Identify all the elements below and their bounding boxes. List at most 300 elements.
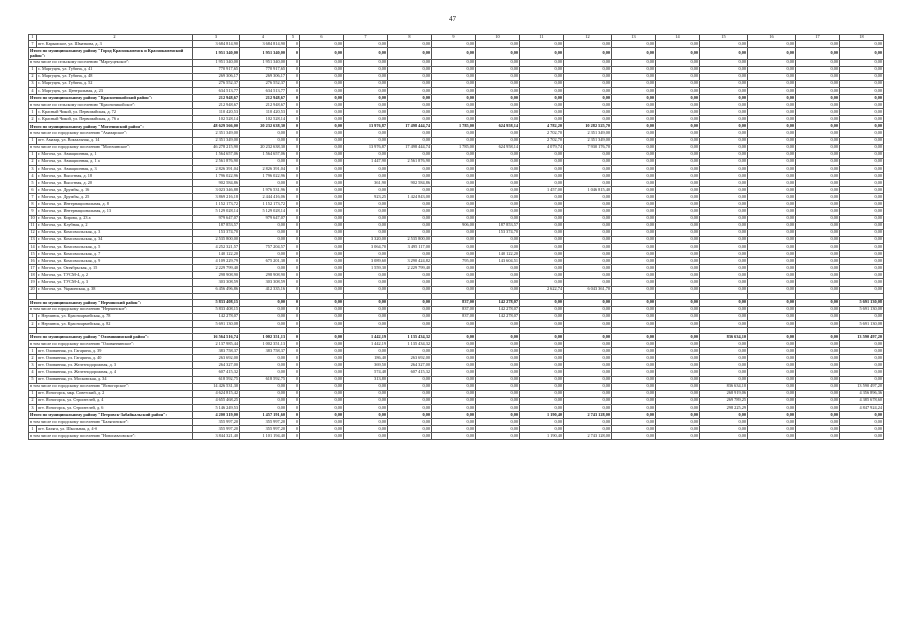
value-cell: 0,00 [388, 87, 432, 94]
value-cell: 0,00 [656, 279, 700, 286]
value-cell: 0,00 [700, 426, 748, 433]
value-cell: 0,00 [656, 369, 700, 376]
value-cell: 0,00 [240, 404, 287, 411]
value-cell: 0,00 [656, 426, 700, 433]
row-number: 20 [30, 286, 35, 292]
subtotal-row [29, 341, 884, 348]
table-row [29, 369, 884, 376]
row-number: 7 [29, 194, 37, 201]
value-cell: 0,00 [796, 94, 840, 101]
value-cell: 0,00 [476, 362, 520, 369]
row-number: 7 [29, 41, 37, 48]
value-cell: 0,00 [840, 165, 884, 172]
value-cell: 0,00 [748, 48, 796, 59]
value-cell: 0,00 [796, 433, 840, 440]
value-cell: 0,00 [564, 306, 612, 313]
value-cell: 0,00 [564, 229, 612, 236]
value-cell: 0,00 [796, 66, 840, 73]
value-cell: 1 951 340,00 [193, 48, 240, 59]
value-cell: 142 278,07 [476, 299, 520, 306]
value-cell: 0,00 [840, 279, 884, 286]
row-number: 17 [30, 264, 35, 270]
value-cell: 0,00 [612, 66, 656, 73]
value-cell: 0 [287, 102, 300, 109]
value-cell: 0,00 [520, 258, 564, 265]
value-cell: 1 152 173,72 [240, 201, 287, 208]
value-cell: 0,00 [656, 187, 700, 194]
column-number: 5 [287, 35, 300, 41]
value-cell: 0,00 [520, 94, 564, 101]
value-cell: 0,00 [300, 187, 344, 194]
value-cell: 0,00 [300, 390, 344, 397]
value-cell: 0,00 [344, 286, 388, 293]
address-cell: пгт. Ясногорск, ул. Строителей, д. 4 [37, 397, 193, 404]
value-cell: 0,00 [388, 397, 432, 404]
value-cell: 0,00 [700, 180, 748, 187]
value-cell: 0,00 [344, 173, 388, 180]
value-cell: 0,00 [700, 313, 748, 320]
value-cell: 0,00 [344, 116, 388, 123]
value-cell: 0,00 [520, 306, 564, 313]
value-cell: 0,00 [300, 137, 344, 144]
value-cell: 0,00 [564, 419, 612, 426]
value-cell: 0,00 [520, 362, 564, 369]
subtotal-row [29, 59, 884, 66]
value-cell: 0,00 [700, 412, 748, 419]
value-cell: 0 [287, 258, 300, 265]
value-cell: 6 456 496,86 [193, 286, 240, 293]
value-cell: 0 [287, 236, 300, 243]
value-cell: 0,00 [476, 187, 520, 194]
value-cell: 0,00 [656, 320, 700, 327]
value-cell: 0 [287, 355, 300, 362]
value-cell: 0 [287, 251, 300, 258]
value-cell: 0,00 [656, 165, 700, 172]
value-cell: 0,00 [748, 137, 796, 144]
value-cell: 0,00 [476, 390, 520, 397]
table-row [29, 187, 884, 194]
value-cell: 0,00 [240, 313, 287, 320]
value-cell: 0,00 [612, 194, 656, 201]
column-number: 3 [193, 35, 240, 41]
value-cell: 0,00 [432, 320, 476, 327]
value-cell: 0,00 [700, 208, 748, 215]
value-cell: 0,00 [840, 426, 884, 433]
value-cell: 0,00 [840, 369, 884, 376]
value-cell: 0,00 [432, 173, 476, 180]
value-cell: 0,00 [796, 173, 840, 180]
value-cell: 0,00 [240, 236, 287, 243]
value-cell: 0,00 [432, 419, 476, 426]
value-cell: 2 351 349,00 [193, 130, 240, 137]
value-cell: 0,00 [344, 130, 388, 137]
row-number: 10 [30, 215, 35, 221]
column-number: 2 [37, 35, 193, 41]
value-cell: 0,00 [388, 306, 432, 313]
address-cell: в том числе по городскому поселению "Оловяннинское": [29, 341, 193, 348]
value-cell: 0,00 [612, 286, 656, 293]
value-cell: 0,00 [300, 433, 344, 440]
table-row [29, 87, 884, 94]
budget-table [28, 34, 883, 440]
value-cell: 0,00 [564, 158, 612, 165]
value-cell: 0,00 [300, 66, 344, 73]
value-cell: 13 590 497,20 [840, 333, 884, 340]
value-cell: 0,00 [796, 236, 840, 243]
value-cell: 0,00 [564, 94, 612, 101]
value-cell: 0,00 [344, 222, 388, 229]
table-row [29, 208, 884, 215]
value-cell: 0,00 [748, 173, 796, 180]
value-cell: 979 647,07 [240, 215, 287, 222]
address-cell: г. Нерчинск, ул. Красноармейская, д. 78 [37, 313, 193, 320]
value-cell: 0,00 [656, 265, 700, 272]
value-cell: 0 [287, 151, 300, 158]
address-cell: в том числе по городскому поселению "Амазарское": [29, 130, 193, 137]
address-cell: пгт. Ясногорск, ул. Строителей, д. 6 [37, 404, 193, 411]
address-cell: с. Маргуцек, ул. Центральная, д. 23 [37, 87, 193, 94]
value-cell: 4 356 896,36 [840, 390, 884, 397]
address-cell: с. Маргуцек, ул. Губина, д. 48 [37, 73, 193, 80]
value-cell: 0,00 [432, 348, 476, 355]
value-cell: 0,00 [300, 404, 344, 411]
address-cell: с. Маргуцек, ул. Губина, д. 41 [37, 66, 193, 73]
value-cell: 0,00 [840, 341, 884, 348]
value-cell: 0,00 [748, 333, 796, 340]
value-cell: 0 [287, 116, 300, 123]
value-cell: 1 796 022,96 [240, 173, 287, 180]
value-cell: 3 064,70 [344, 243, 388, 250]
value-cell: 0,00 [840, 208, 884, 215]
value-cell: 0,00 [476, 397, 520, 404]
value-cell: 837,00 [432, 299, 476, 306]
value-cell: 0,00 [656, 299, 700, 306]
value-cell: 0,00 [612, 137, 656, 144]
value-cell: 0,00 [840, 215, 884, 222]
value-cell: 0 [287, 279, 300, 286]
row-number: 15 [30, 250, 35, 256]
value-cell: 0,00 [564, 215, 612, 222]
value-cell: 0,00 [612, 299, 656, 306]
value-cell: 0,00 [564, 165, 612, 172]
value-cell: 0,00 [840, 144, 884, 151]
value-cell: 269 306,17 [240, 73, 287, 80]
value-cell: 153 374,70 [193, 229, 240, 236]
value-cell: 263 692,00 [193, 355, 240, 362]
value-cell: 0,00 [748, 313, 796, 320]
value-cell: 0 [287, 130, 300, 137]
value-cell: 0,00 [388, 173, 432, 180]
value-cell: 0,00 [748, 265, 796, 272]
value-cell: 0,00 [748, 94, 796, 101]
value-cell: 0,00 [388, 215, 432, 222]
value-cell: 3 290 424,82 [388, 258, 432, 265]
value-cell: 902 584,86 [193, 180, 240, 187]
value-cell: 0,00 [388, 390, 432, 397]
value-cell: 1 002 351,13 [240, 341, 287, 348]
value-cell: 0 [287, 341, 300, 348]
value-cell: 0,00 [612, 236, 656, 243]
value-cell: 0,00 [564, 341, 612, 348]
value-cell: 0,00 [300, 94, 344, 101]
value-cell: 4 782,20 [520, 123, 564, 130]
value-cell: 0,00 [612, 265, 656, 272]
value-cell: 0,00 [432, 165, 476, 172]
value-cell: 0,00 [700, 48, 748, 59]
value-cell: 0,00 [300, 215, 344, 222]
value-cell: 0,00 [476, 66, 520, 73]
value-cell: 0,00 [612, 158, 656, 165]
table-row [29, 265, 884, 272]
value-cell: 0,00 [476, 412, 520, 419]
value-cell: 0,00 [476, 151, 520, 158]
value-cell: 0,00 [656, 130, 700, 137]
value-cell: 1 457,00 [520, 187, 564, 194]
value-cell: 0,00 [300, 73, 344, 80]
value-cell: 0,00 [344, 348, 388, 355]
table-row [29, 194, 884, 201]
value-cell: 0,00 [300, 362, 344, 369]
row-number: 1 [29, 137, 37, 144]
value-cell: 607 415,32 [388, 369, 432, 376]
value-cell: 0,00 [476, 208, 520, 215]
value-cell: 0,00 [840, 272, 884, 279]
value-cell: 0,00 [432, 412, 476, 419]
table-row [29, 279, 884, 286]
value-cell: 0 [287, 306, 300, 313]
value-cell: 0,00 [748, 158, 796, 165]
value-cell: 0,00 [656, 41, 700, 48]
value-cell: 13 590 497,20 [840, 383, 884, 390]
value-cell: 0,00 [700, 109, 748, 116]
value-cell: 0,00 [240, 222, 287, 229]
value-cell: 757 204,57 [240, 243, 287, 250]
column-number: 17 [796, 35, 840, 41]
value-cell: 0,00 [748, 109, 796, 116]
value-cell: 0,00 [388, 102, 432, 109]
value-cell: 0,00 [476, 80, 520, 87]
value-cell: 0,00 [612, 251, 656, 258]
value-cell: 0,00 [476, 41, 520, 48]
value-cell: 0,00 [344, 229, 388, 236]
address-cell: г. Могоча, ул. Комсомольская, д. 7 [37, 251, 193, 258]
value-cell: 0 [287, 243, 300, 250]
value-cell: 0,00 [300, 243, 344, 250]
address-cell: г. Могоча, ул. Дружбы, д. 25 [37, 194, 193, 201]
value-cell: 0,00 [388, 299, 432, 306]
value-cell: 0,00 [432, 151, 476, 158]
row-number: 4 [29, 87, 37, 94]
value-cell: 0,00 [476, 433, 520, 440]
value-cell: 0,00 [240, 320, 287, 327]
value-cell: 0,00 [612, 102, 656, 109]
value-cell: 1 447,90 [344, 158, 388, 165]
value-cell: 0,00 [476, 265, 520, 272]
value-cell: 4 385 678,60 [840, 397, 884, 404]
value-cell: 0,00 [612, 383, 656, 390]
value-cell: 0,00 [520, 201, 564, 208]
value-cell: 0,00 [344, 397, 388, 404]
column-number: 14 [656, 35, 700, 41]
value-cell: 0,00 [476, 158, 520, 165]
value-cell: 212 948,67 [193, 94, 240, 101]
value-cell: 3 023 346,88 [193, 187, 240, 194]
value-cell: 0,00 [476, 404, 520, 411]
value-cell: 0 [287, 59, 300, 66]
value-cell: 1 559,30 [344, 265, 388, 272]
value-cell: 0,00 [796, 130, 840, 137]
row-number: 3 [29, 404, 37, 411]
value-cell: 0,00 [748, 187, 796, 194]
value-cell: 0,00 [796, 243, 840, 250]
value-cell: 0,00 [388, 208, 432, 215]
value-cell: 770 917,65 [240, 66, 287, 73]
value-cell: 0,00 [564, 151, 612, 158]
value-cell: 0 [287, 404, 300, 411]
value-cell: 0,00 [300, 341, 344, 348]
value-cell: 0,00 [432, 180, 476, 187]
value-cell: 0,00 [476, 243, 520, 250]
value-cell: 0,00 [748, 412, 796, 419]
value-cell: 836 634,10 [700, 333, 748, 340]
table-row [29, 80, 884, 87]
value-cell: 0,00 [432, 208, 476, 215]
value-cell: 0,00 [656, 313, 700, 320]
value-cell: 0,00 [748, 426, 796, 433]
value-cell: 0,00 [700, 306, 748, 313]
value-cell: 0,00 [476, 215, 520, 222]
value-cell: 0,00 [748, 208, 796, 215]
value-cell: 0,00 [432, 341, 476, 348]
value-cell: 0,00 [656, 229, 700, 236]
value-cell: 0,00 [388, 80, 432, 87]
address-cell: г. Могоча, ул. ТУСМ-4, д. 3 [37, 279, 193, 286]
value-cell: 5 129 028,14 [193, 208, 240, 215]
value-cell: 0,00 [748, 369, 796, 376]
value-cell: 0,00 [612, 404, 656, 411]
value-cell: 0,00 [840, 243, 884, 250]
value-cell: 0,00 [520, 251, 564, 258]
value-cell: 0,00 [520, 376, 564, 383]
value-cell: 0,00 [520, 48, 564, 59]
value-cell: 1 135 434,32 [388, 341, 432, 348]
value-cell: 0,00 [520, 87, 564, 94]
value-cell: 0,00 [564, 59, 612, 66]
value-cell: 0,00 [840, 41, 884, 48]
row-number: 14 [30, 243, 35, 249]
value-cell: 0,00 [748, 306, 796, 313]
value-cell: 0 [287, 201, 300, 208]
value-cell: 0,00 [700, 236, 748, 243]
value-cell: 0,00 [344, 313, 388, 320]
address-cell: пгт. Карымское, ул. Шматкова, д. 3 [37, 41, 193, 48]
value-cell: 0,00 [240, 306, 287, 313]
value-cell: 0,00 [700, 94, 748, 101]
value-cell: 0,00 [388, 59, 432, 66]
value-cell: 0,00 [748, 251, 796, 258]
value-cell: 0,00 [700, 433, 748, 440]
row-number: 2 [29, 73, 37, 80]
value-cell: 0,00 [612, 130, 656, 137]
value-cell: 923,25 [344, 194, 388, 201]
value-cell: 0,00 [700, 299, 748, 306]
value-cell: 0,00 [656, 258, 700, 265]
value-cell: 0,00 [564, 397, 612, 404]
value-cell: 0,00 [748, 320, 796, 327]
value-cell: 0,00 [840, 419, 884, 426]
value-cell: 0 [287, 137, 300, 144]
value-cell: 383 758,37 [193, 348, 240, 355]
value-cell: 0,00 [700, 222, 748, 229]
row-number: 1 [29, 426, 37, 433]
value-cell: 0,00 [432, 279, 476, 286]
value-cell: 0,00 [300, 116, 344, 123]
table-row [29, 151, 884, 158]
value-cell: 0,00 [840, 180, 884, 187]
value-cell: 3 869 216,18 [193, 194, 240, 201]
table-row [29, 355, 884, 362]
row-number: 9 [29, 208, 37, 215]
table-row [29, 137, 884, 144]
row-number: 19 [30, 279, 35, 285]
value-cell: 0 [287, 222, 300, 229]
value-cell: 0,00 [520, 73, 564, 80]
value-cell: 837,00 [432, 313, 476, 320]
value-cell: 0,00 [300, 348, 344, 355]
value-cell: 0,00 [612, 333, 656, 340]
value-cell: 0,00 [564, 272, 612, 279]
value-cell: 0,00 [564, 194, 612, 201]
value-cell: 0,00 [612, 369, 656, 376]
value-cell: 4 252 321,57 [193, 243, 240, 250]
value-cell: 624 958,14 [476, 123, 520, 130]
value-cell: 0,00 [796, 158, 840, 165]
value-cell: 0,00 [300, 299, 344, 306]
value-cell: 110 420,53 [193, 109, 240, 116]
value-cell: 0,00 [432, 73, 476, 80]
value-cell: 0,00 [656, 116, 700, 123]
value-cell: 142 278,07 [476, 306, 520, 313]
value-cell: 0,00 [432, 194, 476, 201]
value-cell: 0,00 [656, 333, 700, 340]
value-cell: 0,00 [840, 313, 884, 320]
address-cell: Итого по муниципальному району "Оловяннинский район": [29, 333, 193, 340]
value-cell: 0,00 [840, 187, 884, 194]
value-cell: 0,00 [564, 80, 612, 87]
value-cell: 0,00 [564, 320, 612, 327]
value-cell: 0,00 [476, 165, 520, 172]
value-cell: 770 917,65 [193, 66, 240, 73]
value-cell: 102 528,14 [193, 116, 240, 123]
table-row [29, 222, 884, 229]
value-cell: 0,00 [388, 229, 432, 236]
value-cell: 0,00 [612, 229, 656, 236]
value-cell: 0,00 [796, 348, 840, 355]
value-cell: 0,00 [300, 102, 344, 109]
value-cell: 0,00 [344, 279, 388, 286]
value-cell: 0,00 [476, 236, 520, 243]
column-number: 11 [520, 35, 564, 41]
value-cell: 2 137 985,44 [193, 341, 240, 348]
page-number: 47 [449, 15, 456, 23]
table-row [29, 229, 884, 236]
value-cell: 0 [287, 215, 300, 222]
value-cell: 0,00 [796, 201, 840, 208]
value-cell: 1 101 194,40 [240, 433, 287, 440]
value-cell: 0,00 [344, 404, 388, 411]
value-cell: 0,00 [432, 158, 476, 165]
value-cell: 0,00 [240, 369, 287, 376]
